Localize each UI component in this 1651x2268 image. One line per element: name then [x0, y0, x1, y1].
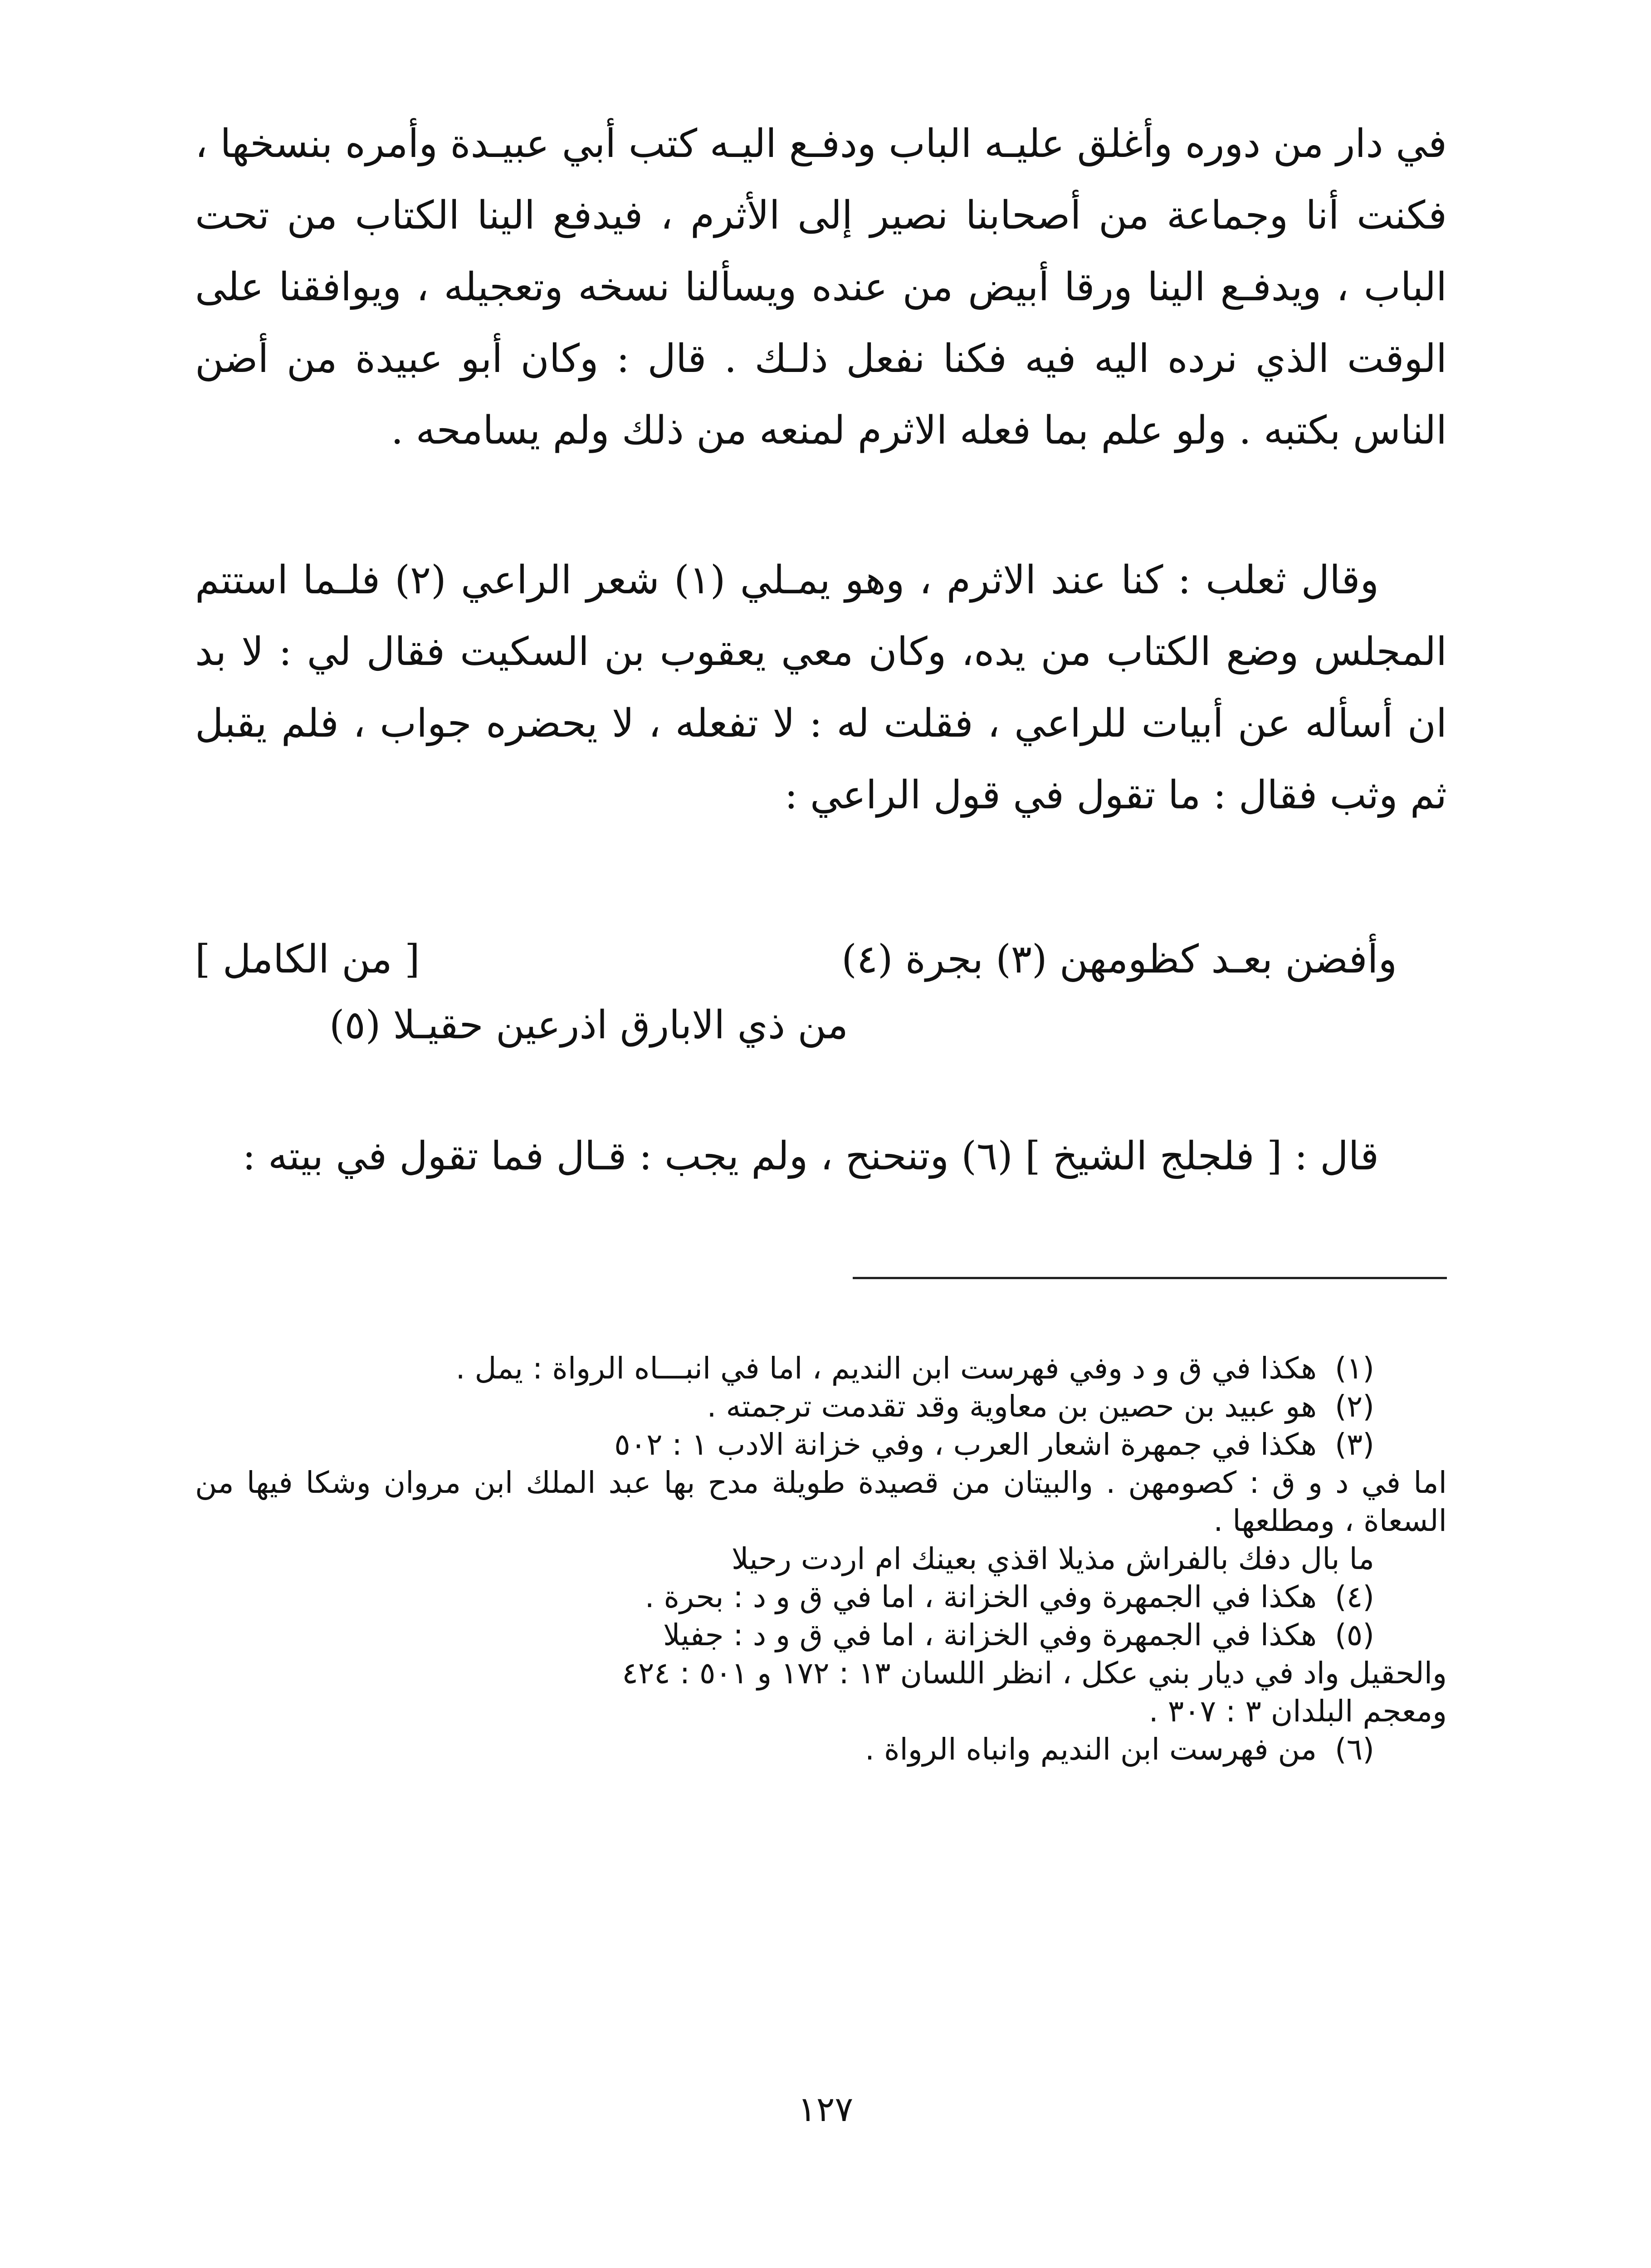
footnote-number: (٤) — [1335, 1579, 1374, 1614]
footnote-text: هكذا في جمهرة اشعار العرب ، وفي خزانة الادب ١ : ٥٠٢ — [614, 1427, 1317, 1462]
footnote-text: هكذا في الجمهرة وفي الخزانة ، اما في ق و د : جفيلا — [663, 1618, 1317, 1652]
footnote-1 — [195, 1349, 1447, 1388]
footnote-text: من فهرست ابن النديم وانباه الرواة . — [865, 1732, 1317, 1767]
footnote-number: (٦) — [1335, 1732, 1374, 1767]
footnote-5-continuation: والحقيل واد في ديار بني عكل ، انظر اللسان ١٣ : ١٧٢ و ٥٠١ : ٤٢٤ — [622, 1656, 1447, 1691]
footnote-3-verse: ما بال دفك بالفراش مذيلا اقذي بعينك ام اردت رحيلا — [731, 1541, 1374, 1576]
footnote-number: (٢) — [1335, 1389, 1374, 1424]
body-paragraph-2: وقال ثعلب : كنا عند الاثرم ، وهو يمـلي (١) شعر الراعي (٢) فلـما استتم المجلس وضع الكتاب من يده، وكان معي يعقوب بن السكيت فقال لي : لا بد ان أسأله عن أبيات للراعي ، فقلت له : لا تفعله ، لا يحضره جواب ، فلم يقبل ثم وثب فقال : ما تقول في قول الراعي : — [195, 557, 1447, 818]
body-paragraph-1: في دار من دوره وأغلق عليـه الباب ودفـع اليـه كتب أبي عبيـدة وأمره بنسخها ، فكنت أنا وجماعة من أصحابنا نصير إلى الأثرم ، فيدفع الينا الكتاب من تحت الباب ، ويدفـع الينا ورقا أبيض من عنده ويسألنا نسخه وتعجيله ، ويوافقنا على الوقت الذي نرده اليه فيه فكنا نفعل ذلـك . قال : وكان أبو عبيدة من أضن الناس بكتبه . ولو علم بما فعله الاثرم لمنعه من ذلك ولم يسامحه . — [195, 121, 1447, 453]
footnote-text: هكذا في ق و د وفي فهرست ابن النديم ، اما في انبـــاه الرواة : يمل . — [455, 1351, 1317, 1386]
footnote-number: (١) — [1335, 1351, 1374, 1386]
footnotes-section — [195, 1349, 1447, 1769]
footnote-5 — [195, 1616, 1447, 1654]
footnote-number: (٥) — [1335, 1618, 1374, 1652]
footnote-2 — [195, 1388, 1447, 1426]
body-paragraph-3: قال : [ فلجلج الشيخ ] (٦) وتنحنح ، ولم يجب : قـال فما تقول في بيته : — [242, 1134, 1379, 1179]
footnote-number: (٣) — [1335, 1427, 1374, 1462]
footnote-3-continuation: اما في د و ق : كصومهن . والبيتان من قصيدة طويلة مدح بها عبد الملك ابن مروان وشكا فيها من السعاة ، ومطلعها . — [195, 1465, 1447, 1538]
verse-line-1: وأفضن بعـد كظومهن (٣) بجرة (٤) — [841, 937, 1397, 982]
footnote-3 — [195, 1426, 1447, 1464]
verse-meter-label: [ من الكامل ] — [195, 937, 420, 982]
footnote-text: هكذا في الجمهرة وفي الخزانة ، اما في ق و د : بحرة . — [645, 1579, 1317, 1614]
page-number: ١٢٧ — [797, 2089, 854, 2129]
footnote-6 — [195, 1730, 1447, 1769]
footnote-text: هو عبيد بن حصين بن معاوية وقد تقدمت ترجمته . — [707, 1389, 1317, 1424]
footnote-4 — [195, 1578, 1447, 1616]
footnote-divider — [853, 1277, 1447, 1279]
verse-line-2: من ذي الابارق اذرعين حقيـلا (٥) — [329, 1002, 848, 1048]
footnote-5-continuation-2: ومعجم البلدان ٣ : ٣٠٧ . — [1148, 1694, 1447, 1729]
